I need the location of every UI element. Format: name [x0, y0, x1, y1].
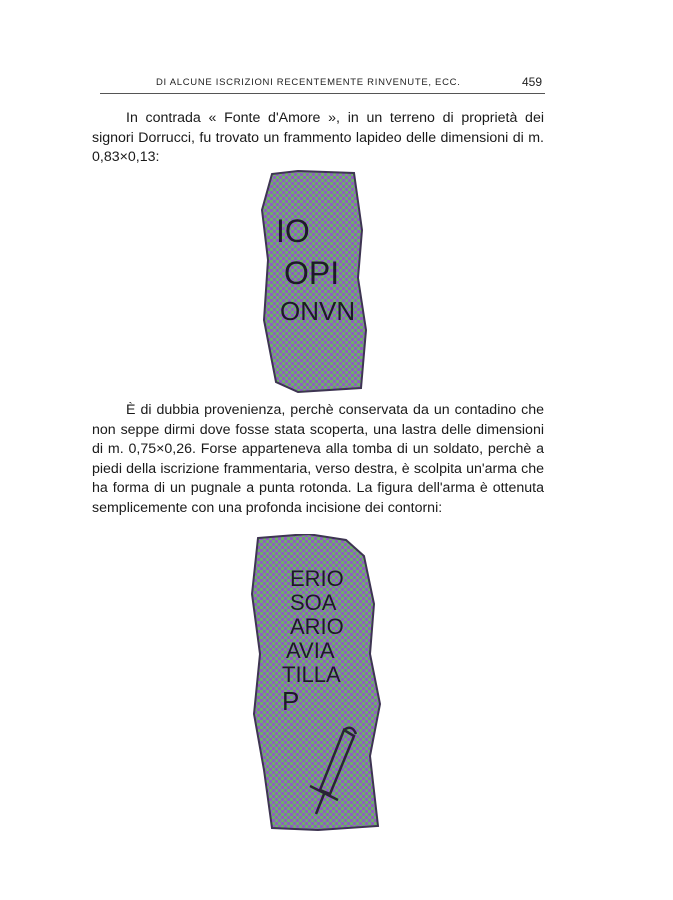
- header-rule: [100, 93, 545, 94]
- paragraph-dubbia-provenienza: [92, 401, 544, 518]
- stone-slab-figure-2: [248, 534, 388, 832]
- page-number: 459: [521, 75, 542, 89]
- inscription-line: ERIO: [290, 566, 344, 591]
- inscription-line: ARIO: [290, 614, 344, 639]
- inscription-line: TILLA: [282, 662, 341, 687]
- stone-slab-2-image: [248, 534, 388, 832]
- inscription-line: SOA: [290, 590, 337, 615]
- stone-fragment-1-image: [258, 170, 372, 394]
- paragraph-2-text: È di dubbia provenienza, perchè conservata da un contadino che non seppe dirmi dove fosse stata scoperta, una lastra delle dimensioni di m. 0,75×0,26. Forse apparteneva alla tomba di un soldato, perchè a piedi della iscrizione frammentaria, verso destra, è scolpita un'arma che ha forma di un pugnale a punta rotonda. La figura dell'arma è ottenuta semplicemente con una profonda incisione dei contorni:: [92, 402, 544, 516]
- inscription-line: IO: [276, 213, 310, 249]
- paragraph-1-text: In contrada « Fonte d'Amore », in un terreno di proprietà dei signori Dorrucci, fu trovato un frammento lapideo delle dimensioni di m. 0,83×0,13:: [92, 110, 544, 165]
- inscription-line: OPI: [284, 255, 340, 291]
- inscription-line: AVIA: [286, 638, 335, 663]
- inscription-line: ONVN: [280, 296, 356, 326]
- stone-fragment-figure-1: [258, 170, 372, 394]
- paragraph-fonte-amore: [92, 109, 544, 168]
- inscription-line: P: [282, 686, 300, 716]
- running-title: DI ALCUNE ISCRIZIONI RECENTEMENTE RINVENUTE, ECC.: [156, 77, 461, 88]
